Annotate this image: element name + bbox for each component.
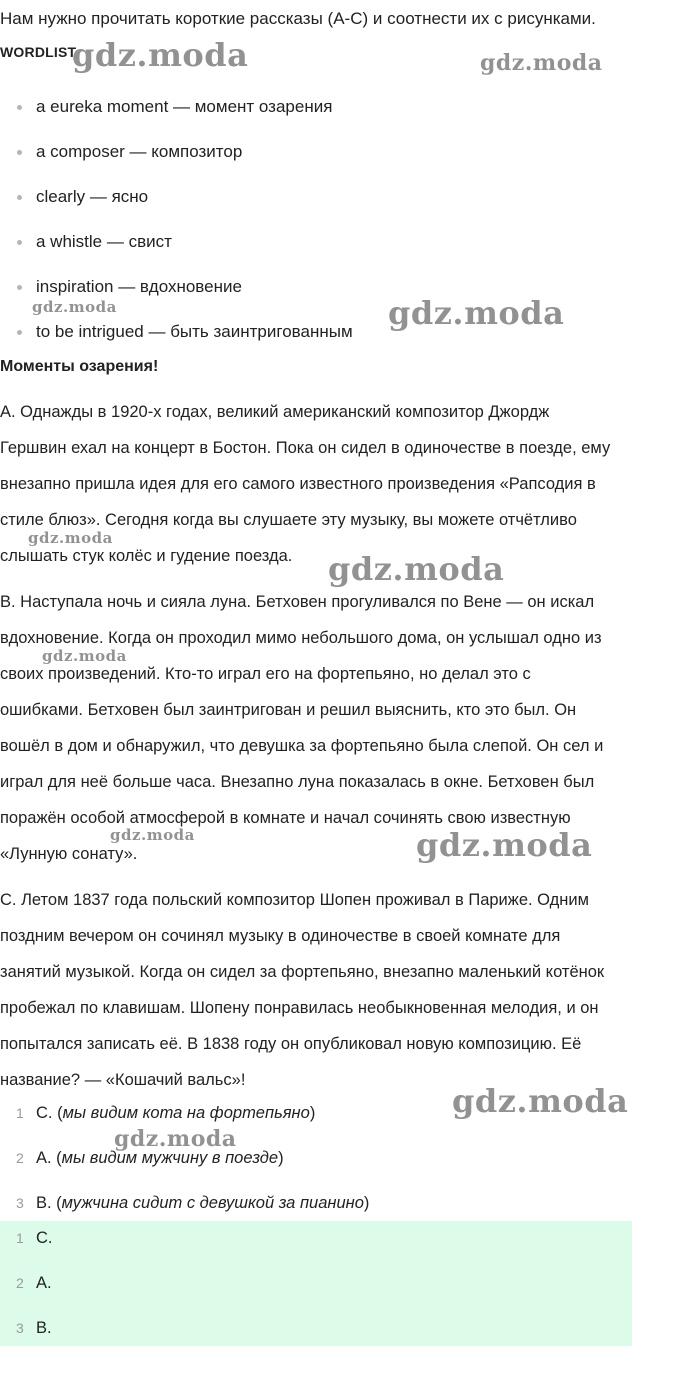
story-line: ошибками. Бетховен был заинтригован и решил выяснить, кто это был. Он: [0, 701, 577, 719]
wordlist-item: [0, 137, 680, 182]
final-answer-item: [0, 1223, 680, 1268]
story-line: «Лунную сонату».: [0, 845, 138, 863]
watermark: gdz.moda: [72, 36, 249, 74]
answer-letter: A.: [36, 1274, 52, 1292]
answer-close: ): [309, 1104, 316, 1122]
answer-letter: A. (: [36, 1149, 62, 1167]
answer-letter: C.: [36, 1229, 53, 1247]
wordlist-item-text: a composer — композитор: [36, 142, 243, 161]
wordlist-label: WORDLIST: [0, 44, 77, 60]
answer-close: ): [363, 1194, 370, 1212]
answer-item: [0, 1143, 680, 1188]
story-c: [0, 882, 680, 1098]
bullet-icon: [17, 240, 22, 245]
story-line: C. Летом 1837 года польский композитор Шопен проживал в Париже. Одним: [0, 891, 589, 909]
wordlist-item: [0, 182, 680, 227]
intro-text: Нам нужно прочитать короткие рассказы (A-C) и соотнести их с рисунками.: [0, 9, 596, 28]
answer-number: 3: [16, 1195, 24, 1211]
story-line: занятий музыкой. Когда он сидел за фортепьяно, внезапно маленький котёнок: [0, 963, 605, 981]
wordlist-item: [0, 92, 680, 137]
story-line: Гершвин ехал на концерт в Бостон. Пока он сидел в одиночестве в поезде, ему: [0, 439, 611, 457]
answer-number: 1: [16, 1105, 24, 1121]
bullet-icon: [17, 150, 22, 155]
answers-final-list: [0, 1223, 680, 1358]
story-line: название? — «Кошачий вальс»!: [0, 1071, 246, 1089]
story-line: пробежал по клавишам. Шопену понравилась необыкновенная мелодия, и он: [0, 999, 599, 1017]
watermark: gdz.moda: [328, 550, 505, 588]
wordlist-item-text: to be intrigued — быть заинтригованным: [36, 322, 353, 341]
wordlist: [0, 92, 680, 362]
answer-number: 3: [16, 1320, 24, 1336]
answer-number: 2: [16, 1150, 24, 1166]
story-line: вошёл в дом и обнаружил, что девушка за фортепьяно была слепой. Он сел и: [0, 737, 604, 755]
watermark: gdz.moda: [452, 1082, 629, 1120]
watermark: gdz.moda: [110, 826, 195, 844]
watermark: gdz.moda: [480, 50, 603, 76]
story-line: поздним вечером он сочинял музыку в одиночестве в своей комнате для: [0, 927, 561, 945]
story-a: [0, 394, 680, 574]
answer-hint: мужчина сидит с девушкой за пианино: [61, 1194, 364, 1212]
final-answer-item: [0, 1268, 680, 1313]
wordlist-item-text: a eureka moment — момент озарения: [36, 97, 333, 116]
story-line: попытался записать её. В 1838 году он опубликовал новую композицию. Её: [0, 1035, 582, 1053]
bullet-icon: [17, 330, 22, 335]
story-line: B. Наступала ночь и сияла луна. Бетховен прогуливался по Вене — он искал: [0, 593, 595, 611]
bullet-icon: [17, 105, 22, 110]
bullet-icon: [17, 195, 22, 200]
story-line: вдохновение. Когда он проходил мимо небольшого дома, он услышал одно из: [0, 629, 602, 647]
story-line: слышать стук колёс и гудение поезда.: [0, 547, 293, 565]
story-line: своих произведений. Кто-то играл его на фортепьяно, но делал это с: [0, 665, 531, 683]
wordlist-item: [0, 227, 680, 272]
story-line: играл для неё больше часа. Внезапно луна показалась в окне. Бетховен был: [0, 773, 595, 791]
answer-number: 1: [16, 1230, 24, 1246]
watermark: gdz.moda: [42, 647, 127, 665]
wordlist-item-text: inspiration — вдохновение: [36, 277, 242, 296]
answer-hint: мы видим кота на фортепьяно: [62, 1104, 310, 1122]
story-line: внезапно пришла идея для его самого известного произведения «Рапсодия в: [0, 475, 596, 493]
watermark: gdz.moda: [416, 826, 593, 864]
section-title: Моменты озарения!: [0, 358, 159, 375]
watermark: gdz.moda: [32, 298, 117, 316]
wordlist-item-text: clearly — ясно: [36, 187, 149, 206]
answer-letter: B.: [36, 1319, 52, 1337]
answer-number: 2: [16, 1275, 24, 1291]
answer-letter: C. (: [36, 1104, 63, 1122]
story-line: поражён особой атмосферой в комнате и начал сочинять свою известную: [0, 809, 571, 827]
wordlist-item-text: a whistle — свист: [36, 232, 172, 251]
watermark: gdz.moda: [388, 294, 565, 332]
story-line: A. Однажды в 1920-х годах, великий американский композитор Джордж: [0, 403, 550, 421]
answer-letter: B. (: [36, 1194, 62, 1212]
watermark: gdz.moda: [114, 1126, 237, 1152]
answer-close: ): [278, 1149, 284, 1167]
final-answer-item: [0, 1313, 680, 1358]
bullet-icon: [17, 285, 22, 290]
story-line: стиле блюз». Сегодня когда вы слушаете эту музыку, вы можете отчётливо: [0, 511, 577, 529]
answer-hint: мы видим мужчину в поезде: [61, 1149, 279, 1167]
watermark: gdz.moda: [28, 529, 113, 547]
